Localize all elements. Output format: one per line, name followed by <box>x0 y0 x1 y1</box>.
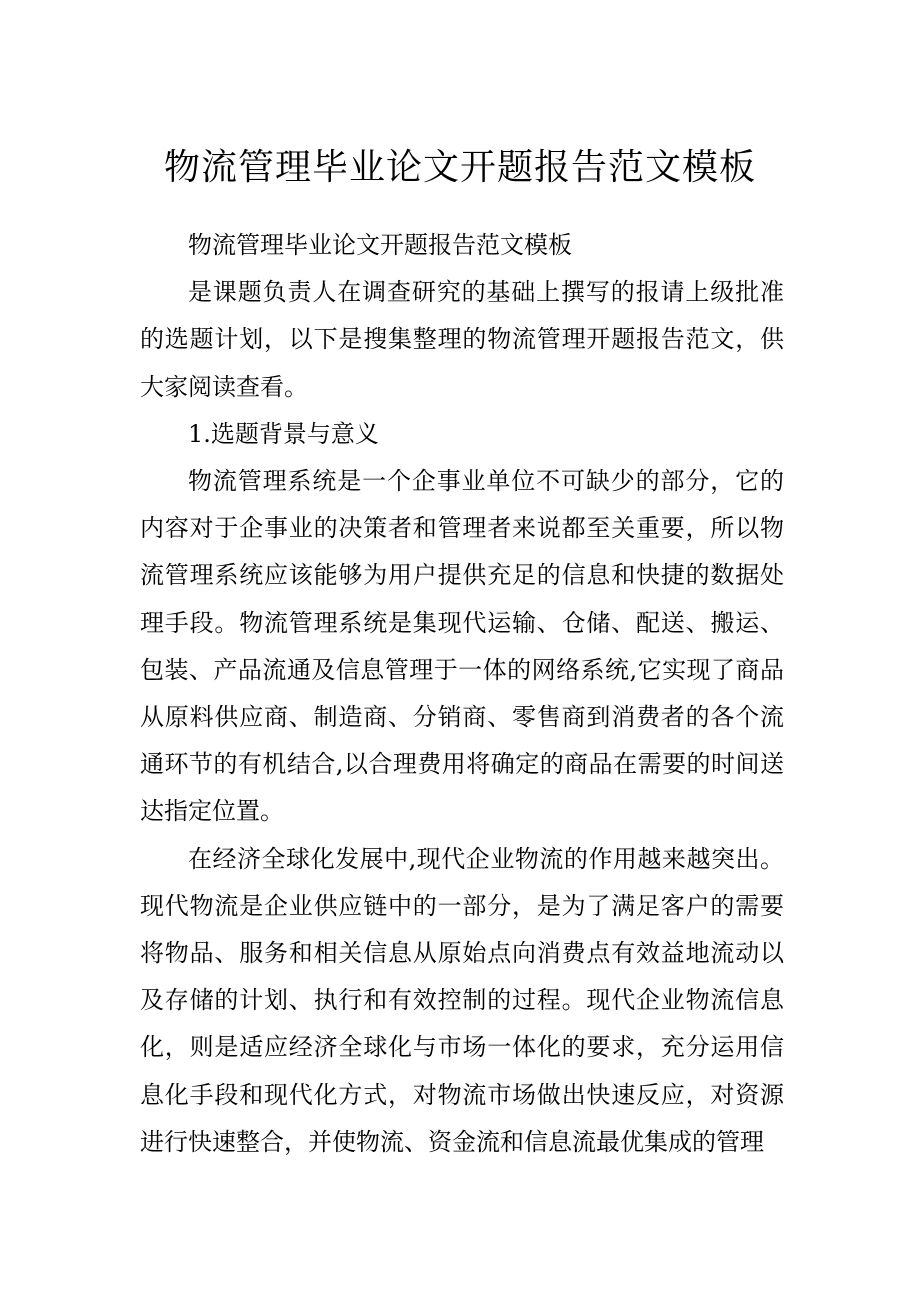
document-title: 物流管理毕业论文开题报告范文模板 <box>163 147 756 188</box>
document-body <box>140 222 784 1166</box>
subtitle-paragraph: 物流管理毕业论文开题报告范文模板 <box>188 231 572 259</box>
body-paragraph: 物流管理系统是一个企事业单位不可缺少的部分，它的内容对于企事业的决策者和管理者来说都至关重要，所以物流管理系统应该能够为用户提供充足的信息和快捷的数据处理手段。物流管理系统是集现代运输、仓储、配送、搬运、包装、产品流通及信息管理于一体的网络系统,它实现了商品从原料供应商、制造商、分销商、零售商到消费者的各个流通环节的有机结合,以合理费用将确定的商品在需要的时间送达指定位置。 <box>140 467 784 826</box>
intro-paragraph: 是课题负责人在调查研究的基础上撰写的报请上级批准的选题计划，以下是搜集整理的物流管理开题报告范文，供大家阅读查看。 <box>140 278 784 401</box>
body-paragraph: 在经济全球化发展中,现代企业物流的作用越来越突出。现代物流是企业供应链中的一部分，是为了满足客户的需要将物品、服务和相关信息从原始点向消费点有效益地流动以及存储的计划、执行和有效控制的过程。现代企业物流信息化，则是适应经济全球化与市场一体化的要求，充分运用信息化手段和现代化方式，对物流市场做出快速反应，对资源进行快速整合，并使物流、资金流和信息流最优集成的管理 <box>140 844 784 1156</box>
section-heading: 1.选题背景与意义 <box>188 419 379 448</box>
